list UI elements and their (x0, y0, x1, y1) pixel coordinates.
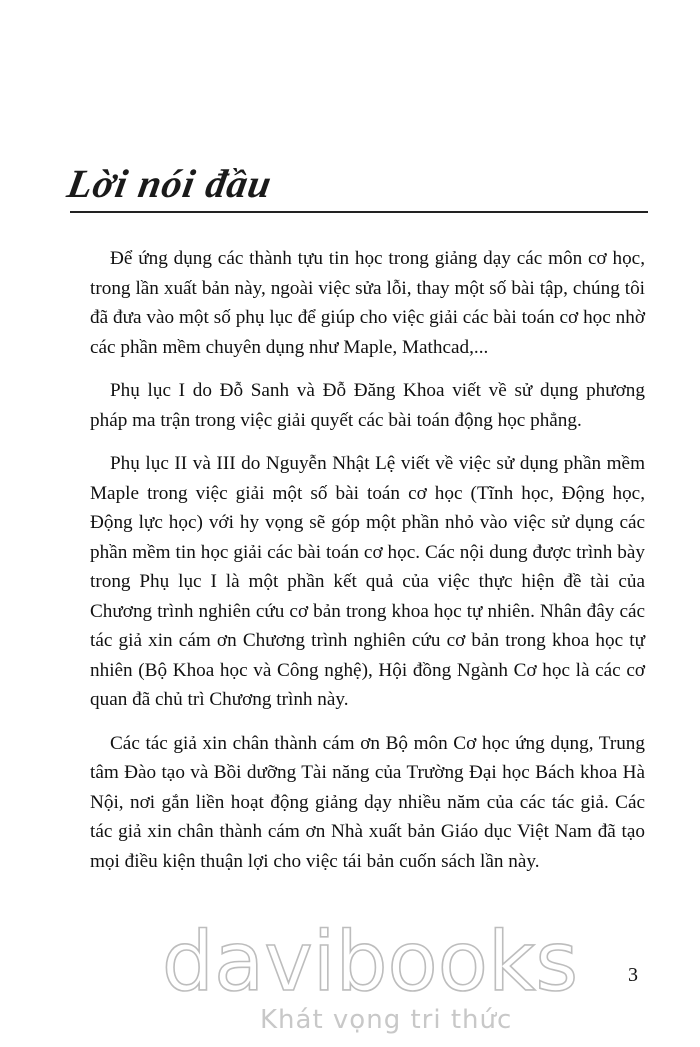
page-title: Lời nói đầu (64, 161, 276, 206)
preface-body (90, 244, 645, 890)
paragraph-text: Các tác giả xin chân thành cám ơn Bộ môn Cơ học ứng dụng, Trung tâm Đào tạo và Bồi dưỡng Tài năng của Trường Đại học Bách khoa Hà Nội, nơi gắn liền hoạt động giảng dạy nhiều năm của các tác giả. Các tác giả xin chân thành cám ơn Nhà xuất bản Giáo dục Việt Nam đã tạo mọi điều kiện thuận lợi cho việc tái bản cuốn sách lần này. (90, 732, 645, 872)
paragraph-text: Phụ lục I do Đỗ Sanh và Đỗ Đăng Khoa viết về sử dụng phương pháp ma trận trong việc giải quyết các bài toán động học phẳng. (90, 380, 645, 431)
title-underline (70, 211, 648, 213)
paragraph (90, 244, 645, 362)
davibooks-watermark-logo (150, 918, 590, 1008)
page-number: 3 (628, 964, 638, 986)
watermark-slogan: Khát vọng tri thức (260, 1005, 513, 1035)
watermark-logo-text: davibooks (161, 918, 579, 1008)
paragraph (90, 729, 645, 877)
paragraph (90, 449, 645, 715)
paragraph-text: Để ứng dụng các thành tựu tin học trong giảng dạy các môn cơ học, trong lần xuất bản này, ngoài việc sửa lỗi, thay một số bài tập, chúng tôi đã đưa vào một số phụ lục để giúp cho việc giải các bài toán cơ học nhờ các phần mềm chuyên dụng như Maple, Mathcad,... (90, 248, 645, 358)
paragraph (90, 376, 645, 435)
paragraph-text: Phụ lục II và III do Nguyễn Nhật Lệ viết về việc sử dụng phần mềm Maple trong việc giải một số bài toán cơ học (Tĩnh học, Động học, Động lực học) với hy vọng sẽ góp một phần nhỏ vào việc sử dụng các phần mềm tin học giải các bài toán cơ học. Các nội dung được trình bày trong Phụ lục I là một phần kết quả của việc thực hiện đề tài của Chương trình nghiên cứu cơ bản trong khoa học tự nhiên. Nhân đây các tác giả xin cám ơn Chương trình nghiên cứu cơ bản trong khoa học tự nhiên (Bộ Khoa học và Công nghệ), Hội đồng Ngành Cơ học là các cơ quan đã chủ trì Chương trình này. (90, 453, 645, 710)
